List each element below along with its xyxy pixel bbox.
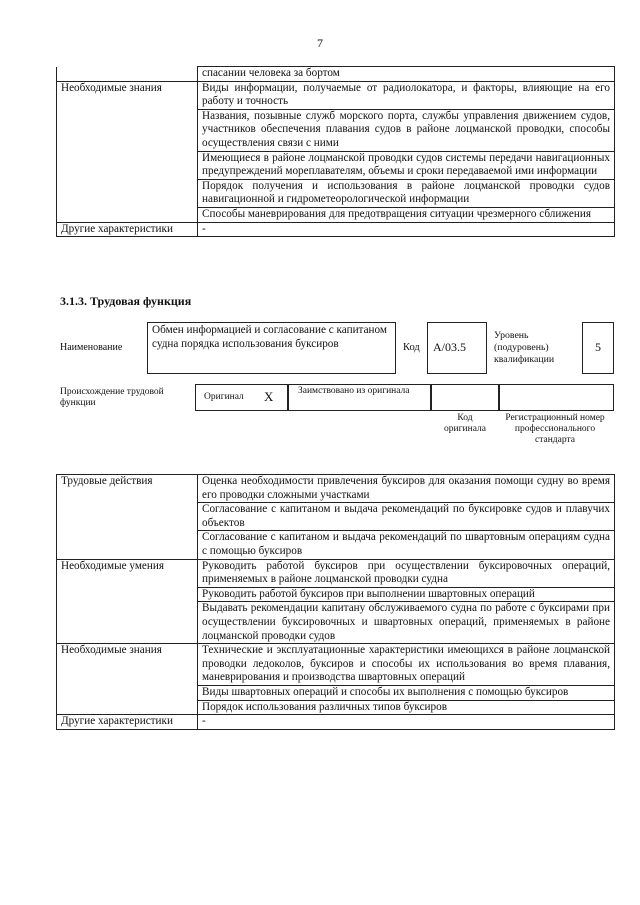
row-label	[57, 587, 198, 602]
row-label: Другие характеристики	[57, 222, 198, 237]
borrowed-label: Заимствовано из оригинала	[298, 386, 410, 396]
table1-body	[57, 67, 615, 237]
original-label: Оригинал	[204, 392, 244, 402]
row-label	[57, 602, 198, 644]
row-text: Руководить работой буксиров при осуществлении буксировочных операций, применяемых в районе лоцманской проводки судна	[198, 559, 615, 587]
row-label: Необходимые знания	[57, 644, 198, 686]
row-text: Названия, позывные служб морского порта, службы управления движением судов, участников обеспечения плавания судов в районе лоцманской проводки, способы осуществления связи с ними	[198, 109, 615, 151]
reg-caption: Регистрационный номер профессионального стандарта	[505, 413, 605, 445]
row-label	[57, 179, 198, 207]
level-label: Уровень (подуровень) квалификации	[494, 330, 555, 365]
table-row	[57, 715, 615, 730]
table-row	[57, 475, 615, 503]
row-text: Технические и эксплуатационные характеристики имеющихся в районе лоцманской проводки ледоколов, буксиров и способы их использования во время плавания, маневрирования и производства швартовных операций	[198, 644, 615, 686]
row-text: Выдавать рекомендации капитану обслуживаемого судна по работе с буксирами при осуществлении буксировочных и швартовных операций, применяемых в районе лоцманской проводки судов	[198, 602, 615, 644]
table-row	[57, 587, 615, 602]
table2-body	[57, 475, 615, 730]
function-details-table	[56, 474, 615, 730]
row-text: Руководить работой буксиров при выполнении швартовных операций	[198, 587, 615, 602]
table-row	[57, 179, 615, 207]
knowledge-table-continued	[56, 66, 615, 237]
table-row	[57, 644, 615, 686]
code-value: A/03.5	[433, 340, 466, 354]
origin-label: Происхождение трудовой функции	[60, 387, 164, 408]
original-mark: X	[264, 389, 274, 404]
table-row	[57, 67, 615, 82]
table-row	[57, 503, 615, 531]
row-label: Другие характеристики	[57, 715, 198, 730]
section-title: 3.1.3. Трудовая функция	[60, 294, 192, 308]
row-text: Оценка необходимости привлечения буксиров для оказания помощи судну во время его проводки сложными участками	[198, 475, 615, 503]
table-row	[57, 151, 615, 179]
row-label: Необходимые знания	[57, 81, 198, 109]
row-label	[57, 207, 198, 222]
page-number: 7	[317, 36, 323, 50]
name-label: Наименование	[60, 342, 123, 353]
row-text: Способы маневрирования для предотвращения ситуации чрезмерного сближения	[198, 207, 615, 222]
row-label: Необходимые умения	[57, 559, 198, 587]
table-row	[57, 700, 615, 715]
row-text: спасании человека за бортом	[198, 67, 615, 82]
row-text: Виды информации, получаемые от радиолокатора, и факторы, влияющие на его работу и точность	[198, 81, 615, 109]
table-row	[57, 109, 615, 151]
name-value: Обмен информацией и согласование с капитаном судна порядка использования буксиров	[152, 324, 387, 350]
row-label	[57, 685, 198, 700]
table-row	[57, 207, 615, 222]
row-text: Согласование с капитаном и выдача рекомендаций по швартовным операциям судна с помощью буксиров	[198, 531, 615, 559]
row-label	[57, 151, 198, 179]
row-text: -	[198, 715, 615, 730]
code-caption: Код оригинала	[444, 413, 486, 434]
row-label	[57, 503, 198, 531]
table-row	[57, 222, 615, 237]
row-text: Порядок использования различных типов буксиров	[198, 700, 615, 715]
table-row	[57, 559, 615, 587]
row-text: Порядок получения и использования в районе лоцманской проводки судов навигационной и гидрометеорологической информации	[198, 179, 615, 207]
level-value: 5	[595, 340, 601, 354]
row-label	[57, 700, 198, 715]
table-row	[57, 81, 615, 109]
table-row	[57, 531, 615, 559]
row-text: -	[198, 222, 615, 237]
row-label	[57, 67, 198, 82]
row-text: Виды швартовных операций и способы их выполнения с помощью буксиров	[198, 685, 615, 700]
table-row	[57, 602, 615, 644]
code-label: Код	[403, 342, 420, 353]
row-text: Согласование с капитаном и выдача рекомендаций по буксировке судов и плавучих объектов	[198, 503, 615, 531]
row-label	[57, 109, 198, 151]
table-row	[57, 685, 615, 700]
row-label	[57, 531, 198, 559]
row-text: Имеющиеся в районе лоцманской проводки судов системы передачи навигационных предупреждений мореплавателям, объемы и сроки передаваемой ими информации	[198, 151, 615, 179]
row-label: Трудовые действия	[57, 475, 198, 503]
